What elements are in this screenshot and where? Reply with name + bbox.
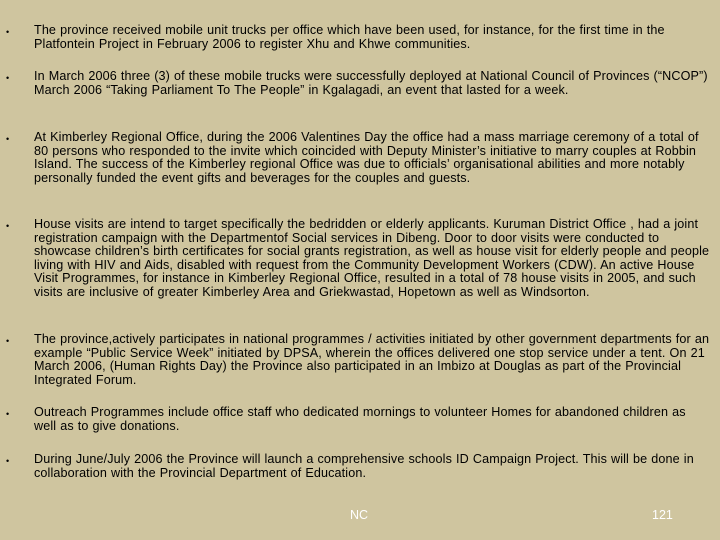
page-number: 121 [652, 508, 673, 522]
bullet-text: Outreach Programmes include office staff who dedicated mornings to volunteer Homes for abandoned children as well as to give donations. [34, 405, 686, 433]
bullet-text: House visits are intend to target specifically the bedridden or elderly applicants. Kuruman District Office , had a joint registration campaign with the Departmentof Social services in Dibeng. Door to door visits were conducted to showcase children’s birth certificates for social grants registration, as well as house visit for elderly people and people living with HIV and Aids, disabled with request from the Community Development Workers (CDW). An active House Visit Programmes, for instance in Kimberley Regional Office, resulted in a total of 78 house visits in 2005, and such visits are inclusive of greater Kimberley Area and Griekwastad, Hopetown as well as Windsorton. [34, 217, 710, 299]
bullet-icon: • [6, 456, 10, 466]
bullet-icon: • [6, 336, 10, 346]
bullet-icon: • [6, 134, 10, 144]
bullet-text: The province received mobile unit trucks per office which have been used, for instance, for the first time in the Platfontein Project in February 2006 to register Xhu and Khwe communities. [34, 23, 665, 51]
bullet-text: At Kimberley Regional Office, during the 2006 Valentines Day the office had a mass marriage ceremony of a total of 80 persons who responded to the invite which coincided with Deputy Minister’s initiative to marry couples at Robbin Island. The success of the Kimberley regional Office was due to officials’ organisational abilities and more notably personally funded the event gifts and beverages for the couples and guests. [34, 130, 699, 185]
bullet-icon: • [6, 27, 10, 37]
bullet-icon: • [6, 409, 10, 419]
bullet-text: The province,actively participates in national programmes / activities initiated by other government departments for an example “Public Service Week” initiated by DPSA, wherein the offices delivered one stop service under a tent. On 21 March 2006, (Human Rights Day) the Province also participated in an Imbizo at Douglas as part of the Provincial Integrated Forum. [34, 332, 710, 387]
bullet-text: During June/July 2006 the Province will launch a comprehensive schools ID Campaign Project. This will be done in collaboration with the Provincial Department of Education. [34, 452, 694, 480]
bullet-icon: • [6, 221, 10, 231]
footer-label: NC [350, 508, 369, 522]
bullet-icon: • [6, 73, 10, 83]
bullet-text: In March 2006 three (3) of these mobile trucks were successfully deployed at National Council of Provinces (“NCOP”) March 2006 “Taking Parliament To The People” in Kgalagadi, an event that lasted for a week. [34, 69, 708, 97]
